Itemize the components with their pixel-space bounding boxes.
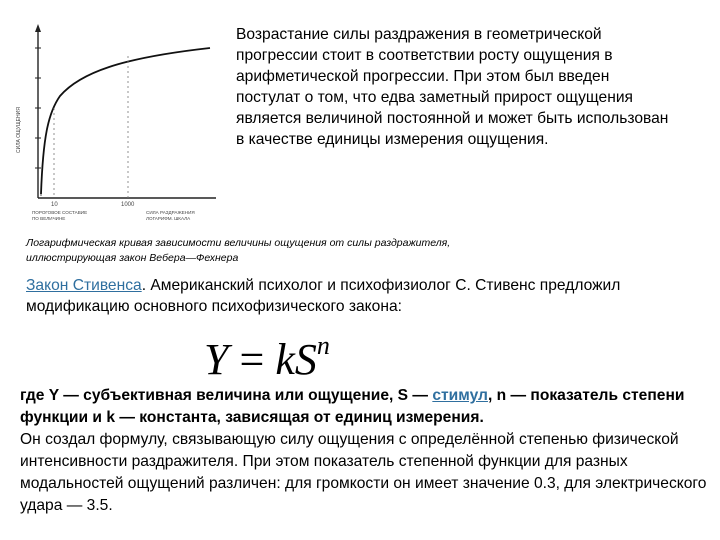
intro-paragraph: Возрастание силы раздражения в геометрической прогрессии стоит в соответствии росту ощущения в арифметической прогрессии. При этом был введен постулат о том, что едва заметный прирост ощущения является величиной постоянной и может быть использован в качестве единицы измерения ощущения. (236, 26, 669, 148)
caption-line-2: иллюстрирующая закон Вебера—Фехнера (26, 252, 239, 264)
stevens-formula (204, 317, 394, 384)
caption-line-1: Логарифмическая кривая зависимости величины ощущения от силы раздражителя, (26, 237, 451, 249)
x-axis-label-right: СИЛА РАЗДРАЖЕНИЯ ЛОГАРИФМ. ШКАЛА (146, 210, 195, 221)
x-axis-label-left: ПОРОГОВОЕ СОСТАВИЕ ПО ВЕЛИЧИНЕ (32, 210, 88, 221)
body-paragraph: Он создал формулу, связывающую силу ощущения с определённой степенью физической интенсивности раздражителя. При этом показатель степенной функции для разных модальностей ощущений различен: для громкости он имеет значение 0.3, для электрического удара — 3.5. (20, 431, 707, 514)
x-tick-1000: 1000 (121, 202, 135, 208)
definitions-paragraph (20, 385, 714, 429)
stimulus-link[interactable]: стимул (432, 387, 488, 404)
stevens-law-paragraph (26, 275, 706, 317)
formula-exponent: n (316, 331, 330, 360)
definitions-part-2: , n — показатель степени функции и k — константа, зависящая от единиц измерения. (20, 387, 685, 426)
y-axis-arrow (35, 24, 41, 32)
formula-lhs: Y (204, 335, 229, 384)
figure-caption (26, 236, 626, 266)
x-tick-10: 10 (51, 202, 58, 208)
formula-rhs: kS (275, 335, 317, 384)
formula-equals: = (228, 335, 276, 384)
definitions-part-1: где Y — субъективная величина или ощущение, S — (20, 387, 433, 404)
stevens-law-link[interactable]: Закон Стивенса (26, 277, 142, 294)
logarithmic-curve-figure (10, 18, 220, 223)
y-axis-label: СИЛА ОЩУЩЕНИЯ (16, 107, 22, 153)
log-curve (41, 48, 210, 194)
stevens-law-text: . Американский психолог и психофизиолог С. Стивенс предложил модификацию основного психофизического закона: (26, 277, 621, 315)
